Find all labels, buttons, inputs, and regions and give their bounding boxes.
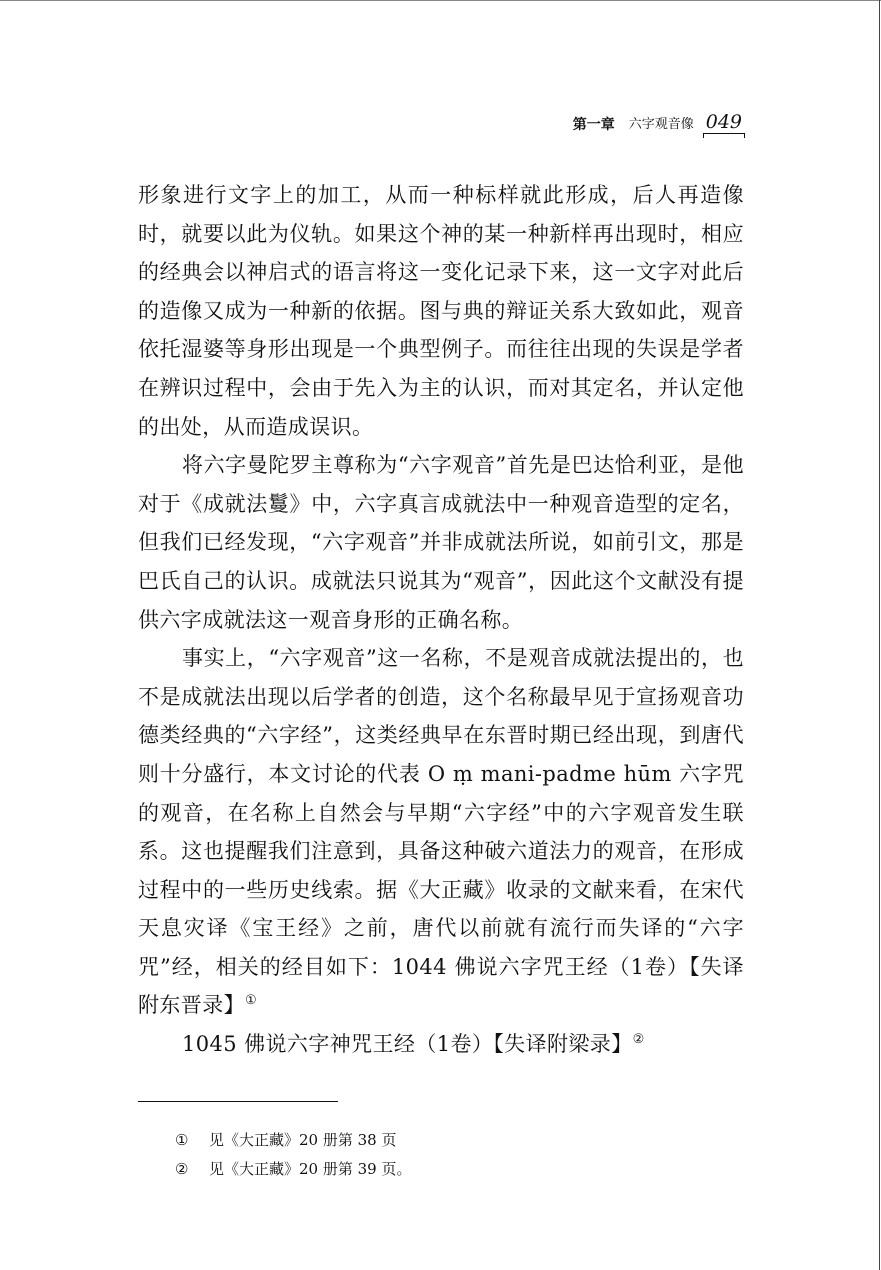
footnote-rule [138,1101,338,1102]
page-right-edge [879,0,880,1270]
paragraph-text: 将六字曼陀罗主尊称为“六字观音”首先是巴达恰利亚，是他对于《成就法鬘》中，六字真言成就法中一种观音造型的定名，但我们已经发现，“六字观音”并非成就法所说，如前引文，那是巴氏自己的认识。成就法只说其为“观音”，因此这个文献没有提供六字成就法这一观音身形的正确名称。 [138,453,744,632]
footnote-ref: ① [245,993,258,1009]
paragraph-text: 事实上，“六字观音”这一名称，不是观音成就法提出的，也不是成就法出现以后学者的创造，这个名称最早见于宣扬观音功德类经典的“六字经”，这类经典早在东晋时期已经出现，到唐代则十分盛行，本文讨论的代表 O ṃ mani-padme hūm 六字咒的观音，在名称上自然会与早期“六字经”中的六字观音发生联系。这也提醒我们注意到，具备这种破六道法力的观音，在形成过程中的一些历史线索。据《大正藏》收录的文献来看，在宋代天息灾译《宝王经》之前，唐代以前就有流行而失译的“六字咒”经，相关的经目如下：1044 佛说六字咒王经（1卷）【失译附东晋录】 [138,646,744,1018]
footnote [175,1126,735,1155]
footnote-text: 见《大正藏》20 册第 39 页。 [209,1160,412,1178]
paragraph-text: 1045 佛说六字神咒王经（1卷）【失译附梁录】 [182,1032,633,1057]
chapter-title: 六字观音像 [628,117,694,132]
footnote-mark: ② [175,1160,189,1178]
paragraph [138,446,744,639]
paragraph [138,1025,744,1064]
body-text [138,176,744,1064]
paragraph-continued [138,176,744,446]
paragraph-text: 形象进行文字上的加工，从而一种标样就此形成，后人再造像时，就要以此为仪轨。如果这个神的某一种新样再出现时，相应的经典会以神启式的语言将这一变化记录下来，这一文字对此后的造像又成为一种新的依据。图与典的辩证关系大致如此，观音依托湿婆等身形出现是一个典型例子。而往往出现的失误是学者在辨识过程中，会由于先入为主的认识，而对其定名，并认定他的出处，从而造成误识。 [138,183,744,439]
page-number: 049 [705,111,742,133]
footnote [175,1155,735,1184]
footnote-text: 见《大正藏》20 册第 38 页 [209,1131,397,1149]
footnote-mark: ① [175,1131,189,1149]
paragraph [138,639,744,1025]
page-top-edge [0,0,881,1]
chapter-label: 第一章 [572,117,615,133]
running-head [573,108,744,134]
footnote-ref: ② [632,1032,645,1048]
footnotes [175,1126,735,1184]
